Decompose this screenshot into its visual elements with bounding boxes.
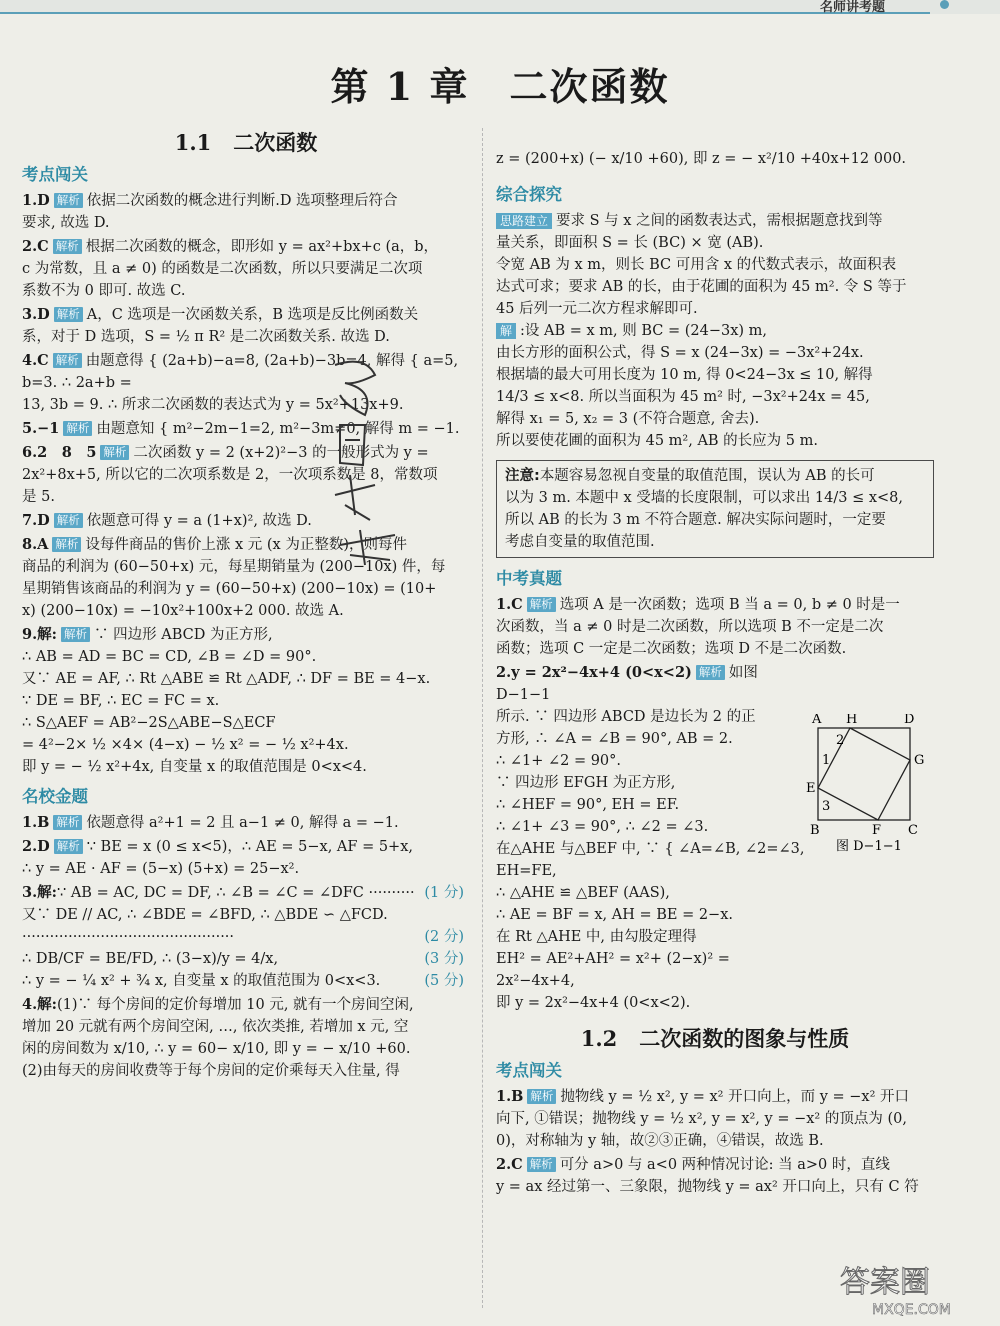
label-d: D (904, 714, 915, 727)
answer-line: 在 Rt △AHE 中, 由勾股定理得 (496, 929, 697, 945)
answer-line: 方形, ∴ ∠A = ∠B = 90°, AB = 2. (496, 731, 733, 747)
jiexi-tag: 解析 (527, 1157, 556, 1172)
answer-line: 又∵ AE = AF, ∴ Rt △ABE ≌ Rt △ADF, ∴ DF = BE = 4−x. (22, 671, 431, 687)
answer-line: 商品的利润为 (60−50+x) 元，每星期销量为 (200−10x) 件，每 (22, 559, 446, 575)
label-a: A (812, 714, 822, 727)
jie-block (496, 320, 934, 452)
label-h: H (846, 714, 858, 727)
answer-line: 选项 A 是一次函数；选项 B 当 a = 0, b ≠ 0 时是一 (559, 597, 900, 613)
section2-list (496, 1086, 934, 1198)
answer-line-text: ∵ AB = AC, DC = DF, ∴ ∠B = ∠C = ∠DFC ·········· (57, 885, 415, 901)
watermark-text: 答案圈 (840, 1265, 930, 1300)
answer-line: 函数；选项 C 一定是二次函数；选项 D 不是二次函数. (496, 641, 847, 657)
answer-line: 根据二次函数的概念，即形如 y = ax²+bx+c (a，b， (85, 239, 439, 255)
jiexi-tag: 解析 (53, 815, 82, 830)
answer-line: c 为常数，且 a ≠ 0) 的函数是二次函数，所以只要满足二次项 (22, 261, 423, 277)
answer-line (22, 948, 470, 970)
jiexi-tag: 解析 (696, 665, 725, 680)
answer-line: ∴ ∠1+ ∠3 = 90°, ∴ ∠2 = ∠3. (496, 819, 709, 835)
jiexi-tag: 解析 (54, 193, 83, 208)
answer-line: 由题意得 { (2a+b)−a=8, (2a+b)−3b=4, 解得 { a=5, b=3. ∴ 2a+b = (22, 353, 459, 391)
figure-d-1-1 (806, 714, 926, 854)
answer-line: 如图 D−1−1 (496, 665, 758, 703)
answer-number: 9.解: (22, 626, 57, 643)
answer-line: (2)由每天的房间收费等于每个房间的定价乘每天入住量, 得 (22, 1063, 400, 1079)
answer-line: ∴ AE = BF = x, AH = BE = 2−x. (496, 907, 733, 923)
answer-number: 1.D (22, 192, 50, 209)
subsection-kaodian: 考点闯关 (22, 165, 88, 184)
answer-line: 即 y = 2x²−4x+4 (0<x<2). (496, 995, 691, 1011)
right-column (496, 128, 934, 1200)
answer-number: 1.B (496, 1088, 524, 1105)
answer-line: ∴ △AHE ≌ △BEF (AAS), (496, 885, 670, 901)
answer-line (22, 926, 470, 948)
watermark-logo (832, 1258, 982, 1318)
text-line: 令宽 AB 为 x m，则长 BC 可用含 x 的代数式表示，故面积表 (496, 257, 897, 273)
section-name: 二次函数 (233, 130, 318, 155)
mingxiao-item-3 (22, 882, 470, 992)
answer-line: 所示. ∵ 四边形 ABCD 是边长为 2 的正 (496, 709, 756, 725)
subsection-zonghe: 综合探究 (496, 185, 562, 204)
note-text (505, 468, 925, 553)
mingxiao-list (22, 812, 470, 880)
note-box (496, 460, 934, 558)
answer-line: 在△AHE 与△BEF 中, ∵ { ∠A=∠B, ∠2=∠3, EH=FE, (496, 841, 805, 879)
answer-line: 系，对于 D 选项，S = ½ π R² 是二次函数关系. 故选 D. (22, 329, 390, 345)
answer-number: 8.A (22, 536, 49, 553)
answer-line: ∵ 四边形 EFGH 为正方形, (496, 775, 676, 791)
answer-line (57, 885, 464, 901)
answer-line (22, 904, 470, 926)
answer-line: ∴ S△AEF = AB²−2S△ABE−S△ECF (22, 715, 276, 731)
top-rule (0, 12, 930, 14)
left-column (22, 128, 470, 1084)
watermark-sub: MXQE.COM (872, 1302, 951, 1318)
answer-line: (1)∵ 每个房间的定价每增加 10 元, 就有一个房间空闲, (57, 997, 414, 1013)
section-name: 二次函数的图象与性质 (639, 1026, 850, 1051)
answer-line: 即 y = − ½ x²+4x, 自变量 x 的取值范围是 0<x<4. (22, 759, 367, 775)
text-line: 以为 3 m. 本题中 x 受墙的长度限制，可以求出 14/3 ≤ x<8, (505, 490, 904, 506)
text-line: 根据墙的最大可用长度为 10 m, 得 0<24−3x ≤ 10, 解得 (496, 367, 873, 383)
answer-line: 由题意知 { m²−2m−1=2, m²−3m≠0, 解得 m = −1. (96, 421, 460, 437)
jiexi-tag: 解析 (61, 627, 90, 642)
answer-line: 13, 3b = 9. ∴ 所求二次函数的表达式为 y = 5x²+13x+9. (22, 397, 404, 413)
square-abcd (818, 728, 910, 820)
jiexi-tag: 解析 (53, 353, 82, 368)
answer-number: 6.2 8 5 (22, 444, 97, 461)
answer-line: ∵ BE = x (0 ≤ x<5)，∴ AE = 5−x, AF = 5+x, (86, 839, 413, 855)
jiexi-tag: 解析 (54, 513, 83, 528)
header-label: 名师讲考题 (820, 0, 886, 15)
answer-number: 1.C (496, 596, 523, 613)
answer-line: ∴ ∠HEF = 90°, EH = EF. (496, 797, 680, 813)
answer-number: 2.C (22, 238, 49, 255)
figure-caption: 图 D−1−1 (836, 839, 902, 854)
label-g: G (914, 753, 925, 768)
top-formula: z = (200+x) (− x/10 +60), 即 z = − x²/10 +40x+12 000. (496, 151, 907, 167)
answer-item (496, 1086, 934, 1152)
text-line: 达式可求；要求 AB 的长，由于花圃的面积为 45 m². 令 S 等于 (496, 279, 907, 295)
answer-line: 系数不为 0 即可. 故选 C. (22, 283, 186, 299)
answer-line: 0)，对称轴为 y 轴，故②③正确，④错误，故选 B. (496, 1133, 824, 1149)
jiexi-tag: 解析 (527, 597, 556, 612)
answer-line: 可分 a>0 与 a<0 两种情况讨论: 当 a>0 时，直线 (559, 1157, 890, 1173)
score-value: (3 分) (424, 951, 464, 967)
answer-line: 向下, ①错误；抛物线 y = ½ x², y = x², y = −x² 的顶点为 (0, (496, 1111, 907, 1127)
score-value: (5 分) (424, 973, 464, 989)
answer-line: ∴ ∠1+ ∠2 = 90°. (496, 753, 622, 769)
answer-line: 次函数，当 a ≠ 0 时是二次函数，所以选项 B 不一定是二次 (496, 619, 884, 635)
answer-line: ∴ y = AE · AF = (5−x) (5+x) = 25−x². (22, 861, 300, 877)
subsection-kaodian-2: 考点闯关 (496, 1061, 562, 1080)
text-line: 要求 S 与 x 之间的函数表达式，需根据题意找到等 (556, 213, 883, 229)
answer-line: ∵ 四边形 ABCD 为正方形, (94, 627, 273, 643)
label-e: E (806, 781, 816, 796)
text-line: 所以 AB 的长为 3 m 不符合题意. 解决实际问题时，一定要 (505, 512, 886, 528)
answer-item (22, 304, 470, 348)
answer-line: 依据二次函数的概念进行判断.D 选项整理后符合 (86, 193, 398, 209)
section-number: 1.2 (580, 1026, 618, 1051)
jiexi-tag: 解析 (63, 421, 92, 436)
section-title-1-1 (22, 132, 470, 154)
silu-text (496, 213, 934, 320)
answer-number: 7.D (22, 512, 50, 529)
answer-line: 增加 20 元就有两个房间空闲, …, 依次类推, 若增加 x 元, 空 (22, 1019, 409, 1035)
answer-line: y = ax 经过第一、三象限，抛物线 y = ax² 开口向上，只有 C 符 (496, 1179, 919, 1195)
note-label: 注意: (505, 468, 540, 484)
answer-line: 2x²+8x+5, 所以它的二次项系数是 2，一次项系数是 8，常数项 (22, 467, 438, 483)
text-line: 考虑自变量的取值范围. (505, 534, 655, 550)
answer-line-text: ·············································· (22, 929, 235, 945)
top-bar (0, 0, 1000, 14)
answer-number: 2.D (22, 838, 50, 855)
answer-number: 2.C (496, 1156, 523, 1173)
answer-line-text: ∴ y = − ¼ x² + ¾ x, 自变量 x 的取值范围为 0<x<3. (22, 973, 381, 989)
chapter-title: 第 1 章 二次函数 (330, 64, 670, 109)
column-divider (482, 128, 484, 1308)
label-angle-3: 3 (822, 799, 831, 814)
answer-number: 5.−1 (22, 420, 60, 437)
answer-line: ∴ AB = AD = BC = CD, ∠B = ∠D = 90°. (22, 649, 317, 665)
text-line: 量关系，即面积 S = 长 (BC) × 宽 (AB). (496, 235, 764, 251)
label-c: C (908, 823, 918, 838)
answer-item (22, 190, 470, 234)
answer-item (22, 236, 470, 302)
label-f: F (872, 823, 882, 838)
label-angle-2: 2 (836, 733, 845, 748)
answer-line: ∵ DE = BF, ∴ EC = FC = x. (22, 693, 220, 709)
jiexi-tag: 解析 (100, 445, 129, 460)
text-line: 解得 x₁ = 5, x₂ = 3 (不符合题意, 舍去). (496, 411, 760, 427)
text-line: 45 后列一元二次方程求解即可. (496, 301, 698, 317)
score-value: (1 分) (424, 885, 464, 901)
answer-number: 4.C (22, 352, 49, 369)
zhongkao-item-2 (496, 662, 806, 1014)
answer-line: x) (200−10x) = −10x²+100x+2 000. 故选 A. (22, 603, 344, 619)
answer-line: 是 5. (22, 489, 55, 505)
text-line: 本题容易忽视自变量的取值范围，误认为 AB 的长可 (539, 468, 875, 484)
answer-line: A，C 选项是一次函数关系，B 选项是反比例函数关 (86, 307, 419, 323)
jiexi-tag: 解析 (54, 839, 83, 854)
jie-label: 解 (496, 323, 516, 339)
answer-line-text: 又∵ DE // AC, ∴ ∠BDE = ∠BFD, ∴ △BDE ∽ △FCD. (22, 907, 388, 923)
jiexi-tag: 解析 (53, 239, 82, 254)
answer-item (22, 624, 470, 778)
answer-line: 依题意可得 y = a (1+x)², 故选 D. (86, 513, 312, 529)
answer-number: 3.解: (22, 884, 57, 901)
text-line: 所以要使花圃的面积为 45 m², AB 的长应为 5 m. (496, 433, 818, 449)
section-number: 1.1 (174, 130, 212, 155)
text-line: 14/3 ≤ x<8. 所以当面积为 45 m² 时, −3x²+24x = 45, (496, 389, 870, 405)
answer-item (496, 1154, 934, 1198)
answer-line: = 4²−2× ½ ×4× (4−x) − ½ x² = − ½ x²+4x. (22, 737, 349, 753)
jie-text (496, 323, 934, 452)
jiexi-tag: 解析 (54, 307, 83, 322)
answer-line: 二次函数 y = 2 (x+2)²−3 的一般形式为 y = (133, 445, 429, 461)
answer-line: 闲的房间数为 x/10, ∴ y = 60− x/10, 即 y = − x/10 +60. (22, 1041, 411, 1057)
answer-number: 3.D (22, 306, 50, 323)
mingxiao-item-4 (22, 994, 470, 1082)
jiexi-tag: 解析 (52, 537, 81, 552)
subsection-zhongkao: 中考真题 (496, 569, 562, 588)
label-angle-1: 1 (822, 753, 831, 768)
jiexi-tag: 解析 (527, 1089, 556, 1104)
silu-label: 思路建立 (496, 213, 552, 229)
answer-line: EH² = AE²+AH² = x²+ (2−x)² = 2x²−4x+4, (496, 951, 730, 989)
zhongkao-item-1 (496, 594, 934, 660)
answer-line: 抛物线 y = ½ x², y = x² 开口向上，而 y = −x² 开口 (560, 1089, 910, 1105)
answer-line: 依题意得 a²+1 = 2 且 a−1 ≠ 0, 解得 a = −1. (86, 815, 399, 831)
text-line: :设 AB = x m, 则 BC = (24−3x) m, (520, 323, 768, 339)
answer-line: 要求, 故选 D. (22, 215, 110, 231)
answer-number: 1.B (22, 814, 50, 831)
header-dot-icon (940, 0, 949, 9)
text-line: 由长方形的面积公式，得 S = x (24−3x) = −3x²+24x. (496, 345, 864, 361)
subsection-mingxiao: 名校金题 (22, 787, 88, 806)
square-efgh (818, 728, 910, 820)
answer-line (22, 970, 470, 992)
handwriting-scribble (305, 355, 425, 570)
answer-number: 4.解: (22, 996, 57, 1013)
answer-line: 设每件商品的售价上涨 x 元 (x 为正整数)，则每件 (85, 537, 407, 553)
answer-item (22, 812, 470, 834)
answer-line: 星期销售该商品的利润为 y = (60−50+x) (200−10x) = (10+ (22, 581, 437, 597)
silu-block (496, 210, 934, 320)
score-value: (2 分) (424, 929, 464, 945)
answer-line-text: ∴ DB/CF = BE/FD, ∴ (3−x)/y = 4/x, (22, 951, 279, 967)
label-b: B (810, 823, 820, 838)
answer-item (22, 836, 470, 880)
section-title-1-2 (496, 1028, 934, 1050)
answer-number: 2.y = 2x²−4x+4 (0<x<2) (496, 664, 692, 681)
